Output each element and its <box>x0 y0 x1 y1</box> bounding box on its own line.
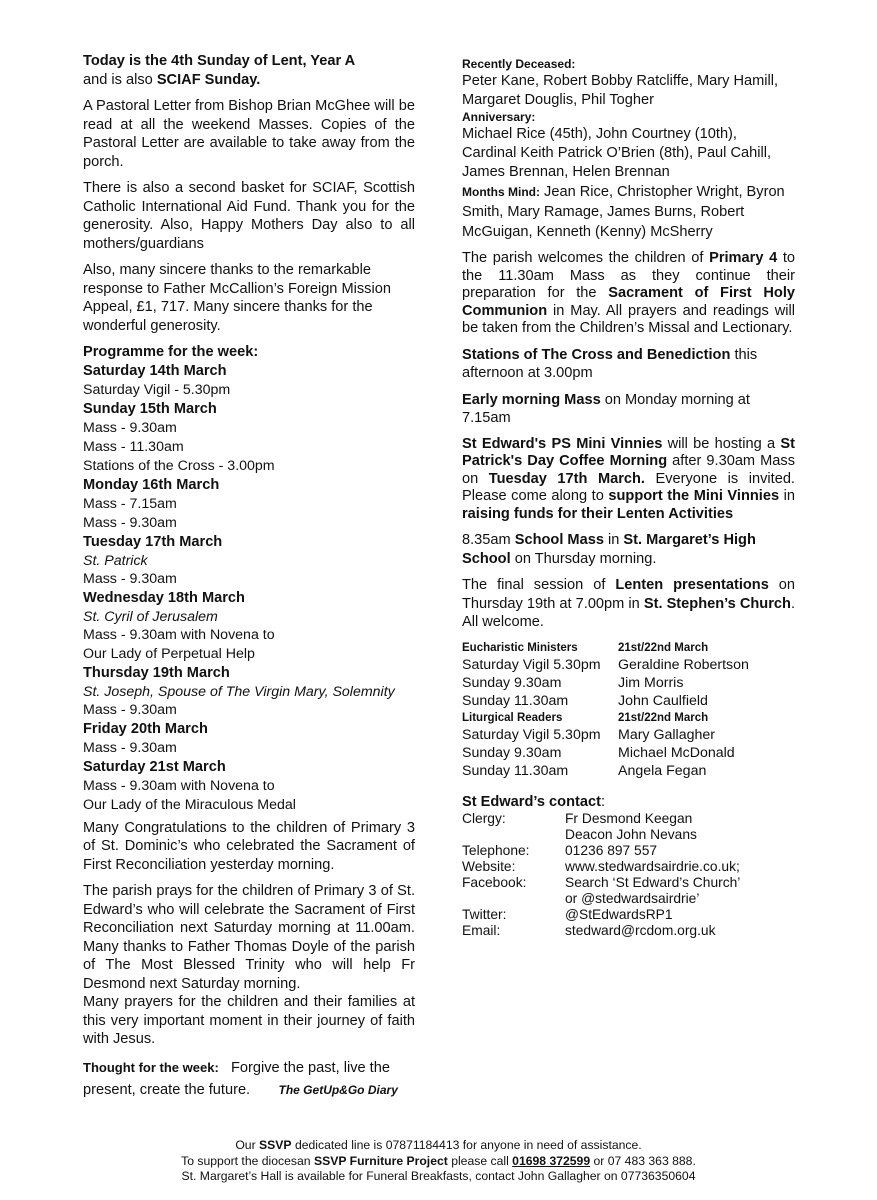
footer <box>0 1138 877 1185</box>
thought-source: The GetUp&Go Diary <box>278 1082 398 1097</box>
contact-label: Clergy: <box>462 810 506 826</box>
rota-mass: Saturday Vigil 5.30pm <box>462 656 601 673</box>
contact-value[interactable]: @StEdwardsRP1 <box>565 906 673 922</box>
programme-item: Stations of the Cross - 3.00pm <box>83 457 275 474</box>
contact-row <box>462 827 740 843</box>
programme-day <box>83 362 415 400</box>
stations-notice: Stations of The Cross and Benediction this afternoon at 3.00pm <box>462 346 758 381</box>
programme-day <box>83 476 415 533</box>
contact-row <box>462 811 740 827</box>
rota-row <box>462 692 749 710</box>
rota-name: Michael McDonald <box>618 744 735 761</box>
months-mind: Months Mind: Jean Rice, Christopher Wright, Byron Smith, Mary Ramage, James Burns, Robert McGuigan, Kenneth (Kenny) McSherry <box>462 184 785 240</box>
months-mind-title: Months Mind: <box>462 185 540 199</box>
programme-day-title: Wednesday 18th March <box>83 589 245 606</box>
programme-item: Mass - 9.30am <box>83 570 177 587</box>
programme-day <box>83 758 415 815</box>
rota-row <box>462 674 749 692</box>
programme-day-title: Tuesday 17th March <box>83 533 223 550</box>
eucharistic-ministers-table <box>462 640 749 710</box>
liturgical-readers-header: Liturgical Readers 21st/22nd March <box>462 711 709 724</box>
contact-title: St Edward’s contact: <box>462 793 606 810</box>
programme-item: Mass - 9.30am <box>83 739 177 756</box>
programme-item: Our Lady of Perpetual Help <box>83 645 255 662</box>
contact-label <box>462 827 565 843</box>
programme-day-title: Monday 16th March <box>83 476 220 493</box>
programme-feast: St. Joseph, Spouse of The Virgin Mary, Solemnity <box>83 683 395 700</box>
contact-row <box>462 843 740 859</box>
programme-day-title: Saturday 14th March <box>83 362 227 379</box>
contact-value: Fr Desmond Keegan <box>565 810 693 826</box>
programme-day-title: Sunday 15th March <box>83 400 217 417</box>
programme-item: Our Lady of the Miraculous Medal <box>83 796 296 813</box>
footer-ssvp-line: Our SSVP dedicated line is 07871184413 for anyone in need of assistance. <box>235 1138 642 1152</box>
rota-name: Angela Fegan <box>618 762 707 779</box>
rota-mass: Sunday 9.30am <box>462 674 562 691</box>
rota-mass: Sunday 11.30am <box>462 692 569 709</box>
intro-line-2: and is also SCIAF Sunday. <box>83 71 261 88</box>
thought-for-the-week: Thought for the week: Forgive the past, live the present, create the future. The GetUp&Go Diary <box>83 1059 398 1098</box>
programme-day-title: Friday 20th March <box>83 720 208 737</box>
programme-item: Mass - 9.30am <box>83 701 177 718</box>
sciaf-basket-notice: There is also a second basket for SCIAF, Scottish Catholic International Aid Fund. Thank you for the generosity. Also, Happy Mothers Day also to all mothers/guardians <box>83 180 415 252</box>
rota-name: John Caulfield <box>618 692 708 709</box>
contact-label: Facebook: <box>462 874 527 890</box>
contact-value[interactable]: stedward@rcdom.org.uk <box>565 922 716 938</box>
prayers-for-children: Many prayers for the children and their families at this very important moment in their journey of faith with Jesus. <box>83 994 415 1047</box>
contact-row <box>462 875 740 891</box>
rota-name: Geraldine Robertson <box>618 656 749 673</box>
contact-row <box>462 891 740 907</box>
contact-row <box>462 859 740 875</box>
programme-day <box>83 589 415 664</box>
pastoral-letter-notice: A Pastoral Letter from Bishop Brian McGhee will be read at all the weekend Masses. Copies of the Pastoral Letter are available to take away from the porch. <box>83 98 415 170</box>
contact-label: Email: <box>462 922 501 938</box>
anniversary-title: Anniversary: <box>462 110 536 124</box>
lenten-presentations-notice: The final session of Lenten presentations on Thursday 19th at 7.00pm in St. Stephen’s Church. All welcome. <box>462 577 796 630</box>
contact-row <box>462 907 740 923</box>
programme-item: Mass - 11.30am <box>83 438 184 455</box>
programme-feast: St. Patrick <box>83 552 148 569</box>
rota-mass: Saturday Vigil 5.30pm <box>462 726 601 743</box>
first-communion-notice: The parish welcomes the children of Primary 4 to the 11.30am Mass as they continue their preparation for the Sacrament of First Holy Communion in May. All prayers and readings will be taken from the Children’s Missal and Lectionary. <box>462 250 795 336</box>
recently-deceased-title: Recently Deceased: <box>462 57 576 71</box>
first-reconciliation-congrats: Many Congratulations to the children of Primary 3 of St. Dominic’s who celebrated the Sacrament of First Reconciliation yesterday morning. <box>83 819 415 873</box>
programme-item: Mass - 9.30am with Novena to <box>83 626 275 643</box>
programme-day <box>83 533 415 589</box>
first-reconciliation-prayers: The parish prays for the children of Primary 3 of St. Edward’s who will celebrate the Sacrament of First Reconciliation next Saturday morning at 11.00am. Many thanks to Father Thomas Doyle of the parish of The Most Blessed Trinity who will help Fr Desmond next Saturday morning. <box>83 883 415 992</box>
recently-deceased-names: Peter Kane, Robert Bobby Ratcliffe, Mary Hamill, Margaret Douglis, Phil Togher <box>462 73 779 108</box>
programme-item: Mass - 9.30am with Novena to <box>83 777 275 794</box>
contact-table <box>462 811 740 939</box>
footer-hall-line: St. Margaret’s Hall is available for Funeral Breakfasts, contact John Gallagher on 07736350604 <box>181 1169 696 1183</box>
rota-mass: Sunday 9.30am <box>462 744 562 761</box>
contact-value: Search ‘St Edward’s Church’ <box>565 874 741 890</box>
programme-day <box>83 664 415 720</box>
contact-label: Twitter: <box>462 906 507 922</box>
contact-value: or @stedwardsairdrie’ <box>565 890 700 906</box>
programme-title: Programme for the week: <box>83 344 259 360</box>
rota-name: Mary Gallagher <box>618 726 715 743</box>
rota-row <box>462 744 735 762</box>
programme-day-title: Thursday 19th March <box>83 664 230 681</box>
thought-label: Thought for the week: <box>83 1059 219 1075</box>
rota-row <box>462 762 735 780</box>
programme-item: Mass - 7.15am <box>83 495 177 512</box>
eucharistic-ministers-header: Eucharistic Ministers 21st/22nd March <box>462 641 709 654</box>
anniversary-names: Michael Rice (45th), John Courtney (10th), Cardinal Keith Patrick O’Brien (8th), Paul Cahill, James Brennan, Helen Brennan <box>462 126 772 180</box>
school-mass-notice: 8.35am School Mass in St. Margaret’s High School on Thursday morning. <box>462 532 756 567</box>
left-column <box>83 52 415 1101</box>
contact-value: Deacon John Nevans <box>565 826 697 842</box>
mini-vinnies-notice: St Edward's PS Mini Vinnies will be hosting a St Patrick's Day Coffee Morning after 9.30am Mass on Tuesday 17th March. Everyone is invited. Please come along to support the Mini Vinnies in raising funds for their Lenten Activities <box>462 435 795 522</box>
contact-row <box>462 923 740 939</box>
programme-day <box>83 720 415 758</box>
early-mass-notice: Early morning Mass on Monday morning at 7.15am <box>462 391 750 426</box>
intro-line-1: Today is the 4th Sunday of Lent, Year A <box>83 53 356 69</box>
programme-feast: St. Cyril of Jerusalem <box>83 608 218 625</box>
right-column <box>462 56 795 939</box>
rota-name: Jim Morris <box>618 674 684 691</box>
contact-value[interactable]: www.stedwardsairdrie.co.uk; <box>565 858 740 874</box>
contact-label: Telephone: <box>462 842 530 858</box>
contact-label: Website: <box>462 858 516 874</box>
programme-item: Mass - 9.30am <box>83 514 177 531</box>
mission-appeal-thanks: Also, many sincere thanks to the remarkable response to Father McCallion’s Foreign Mission Appeal, £1, 717. Many sincere thanks for the wonderful generosity. <box>83 262 391 334</box>
programme-item: Saturday Vigil - 5.30pm <box>83 381 231 398</box>
programme-list <box>83 362 415 815</box>
liturgical-readers-table <box>462 710 735 780</box>
footer-furniture-line: To support the diocesan SSVP Furniture Project please call 01698 372599 or 07 483 363 888. <box>181 1153 696 1168</box>
programme-day-title: Saturday 21st March <box>83 758 226 775</box>
programme-day <box>83 400 415 476</box>
programme-item: Mass - 9.30am <box>83 419 177 436</box>
furniture-phone-link[interactable]: 01698 372599 <box>512 1153 591 1168</box>
rota-mass: Sunday 11.30am <box>462 762 569 779</box>
contact-value: 01236 897 557 <box>565 842 658 858</box>
sciaf-sunday: SCIAF Sunday. <box>156 71 261 88</box>
contact-label <box>462 891 565 907</box>
rota-row <box>462 656 749 674</box>
rota-row <box>462 726 735 744</box>
